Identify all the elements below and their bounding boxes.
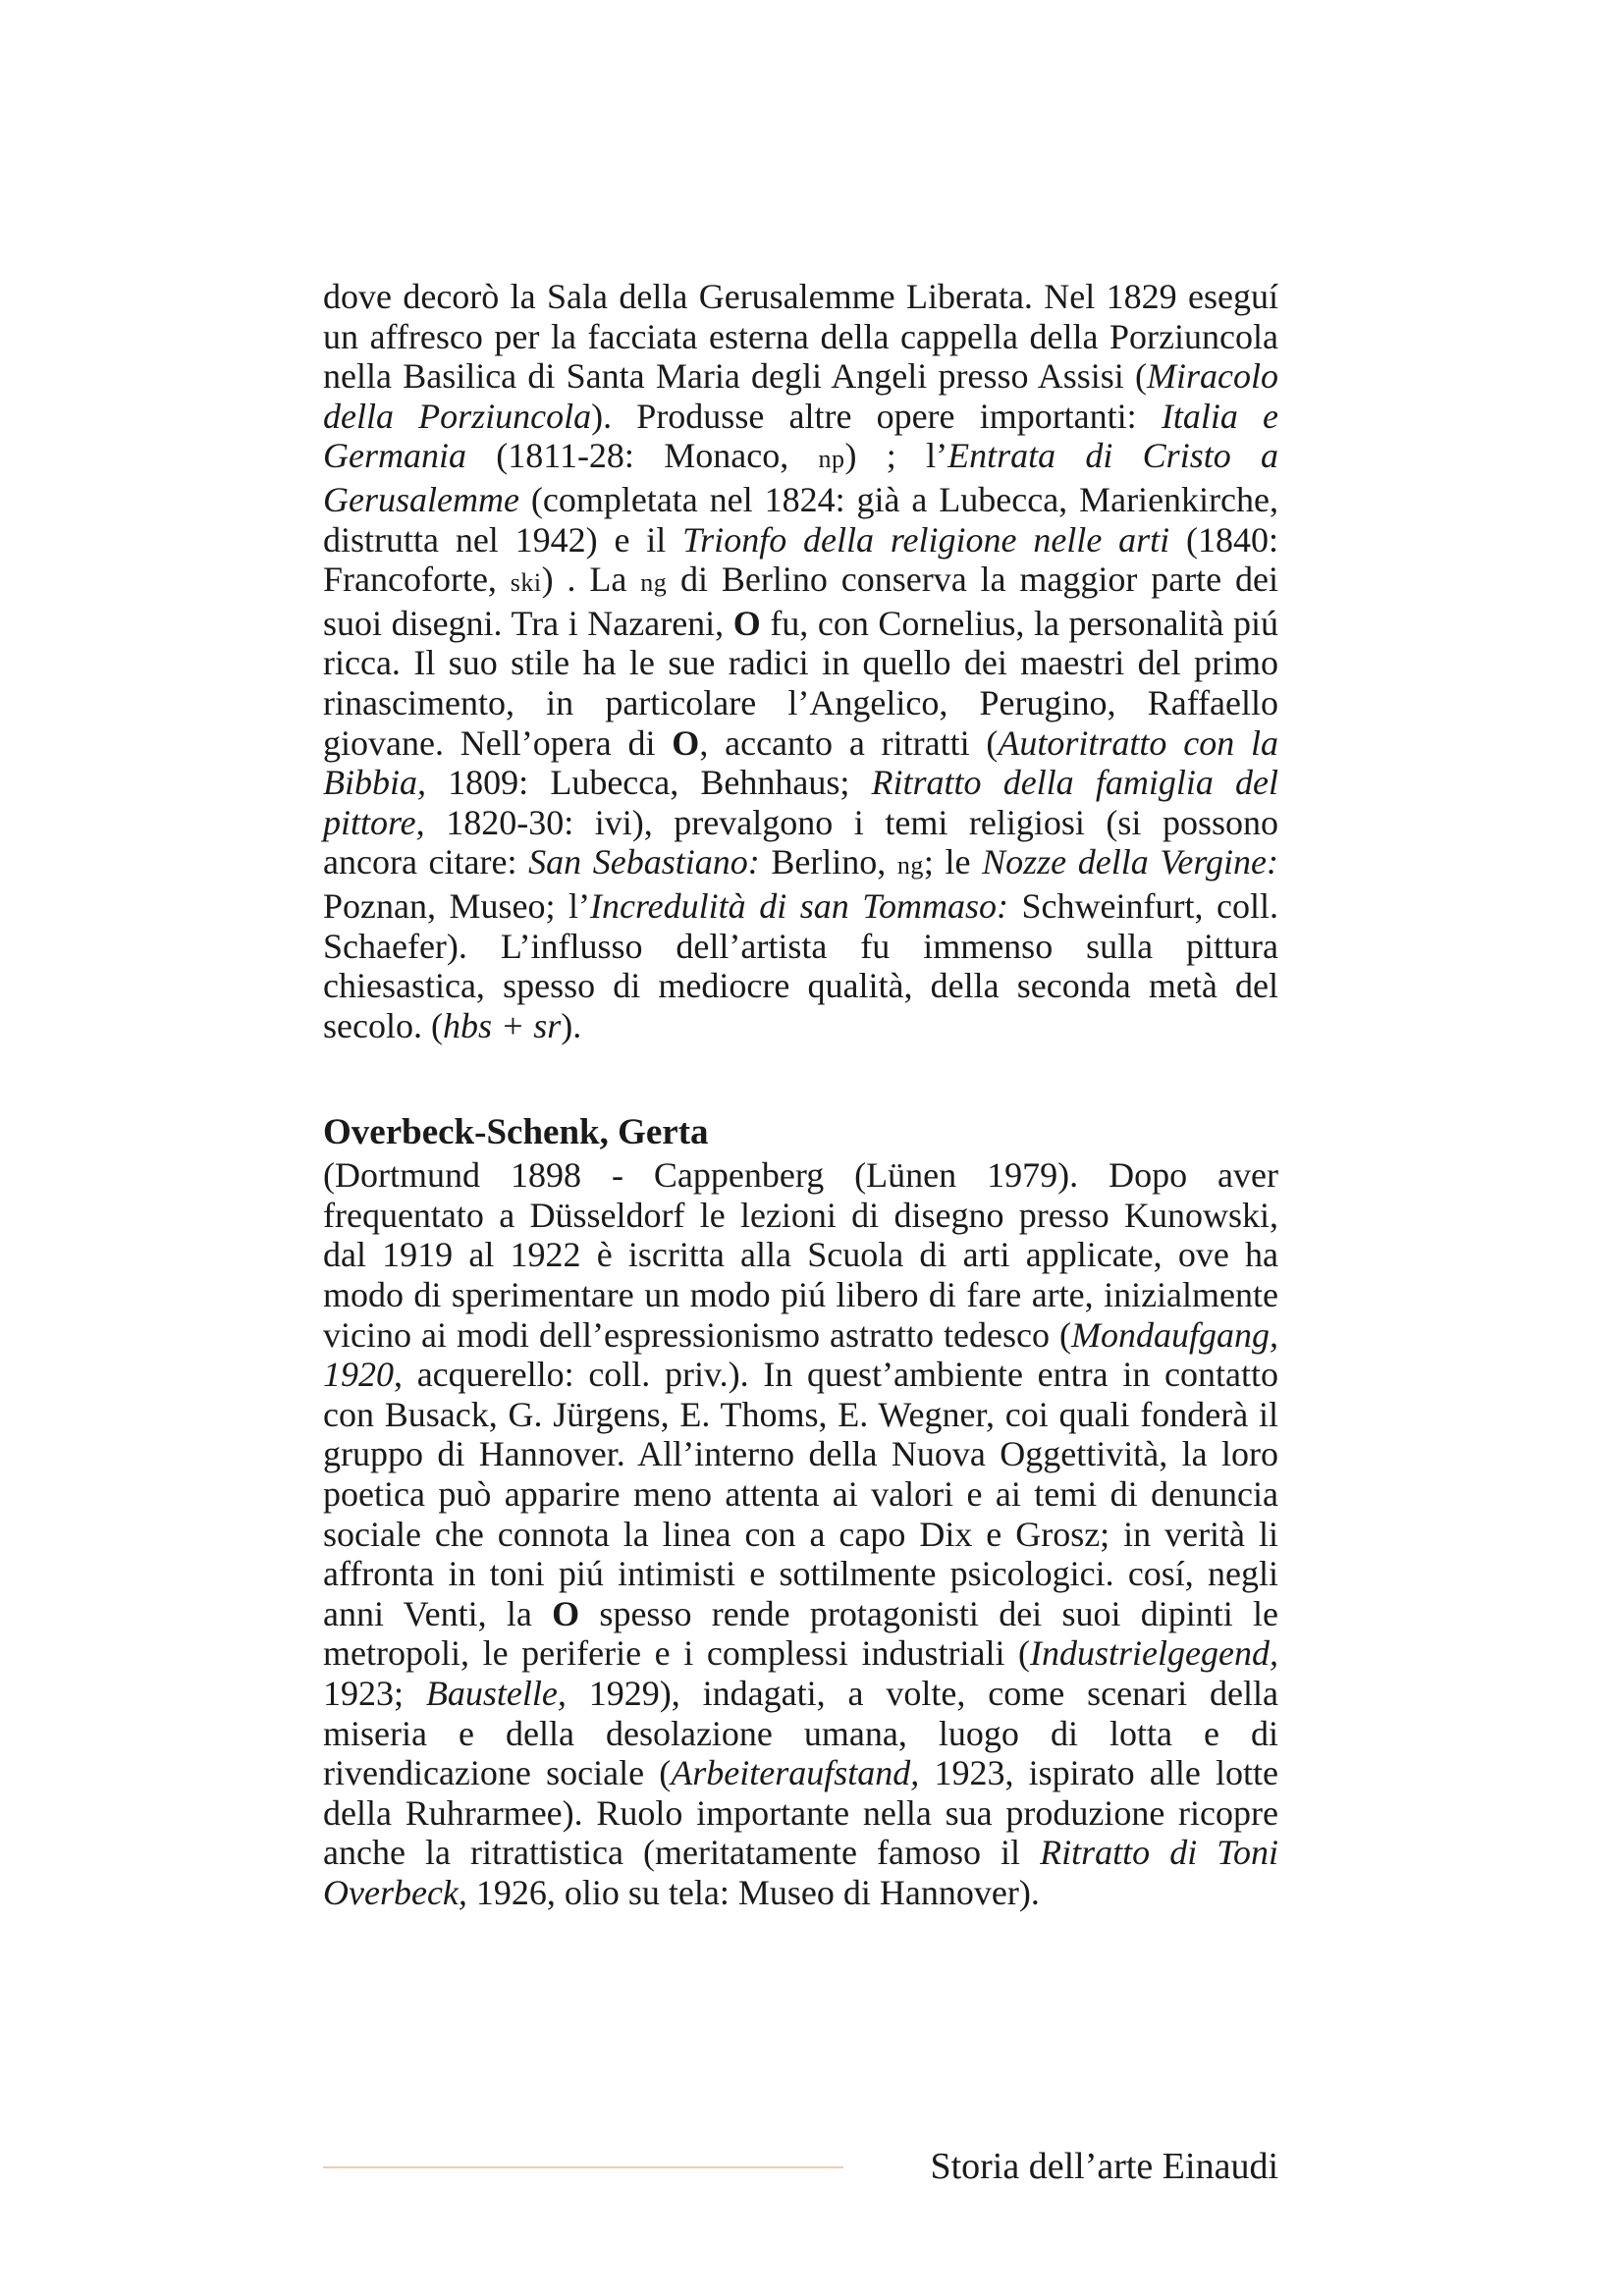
text-run: (completata nel 1824: già a Lubecca, Marienkirche, distrutta nel 1942) e il [323, 479, 1278, 560]
italic-run: Baustelle, [425, 1674, 567, 1713]
italic-run: San Sebastiano: [528, 842, 760, 882]
small-caps-run: ng [896, 851, 924, 881]
text-run: 1923, ispirato alle lotte della Ruhrarmee). Ruolo importante nella sua produzione ricopre anche la ritrattistica (meritatamente famoso il [323, 1753, 1278, 1873]
italic-run: Entrata di Cristo a Gerusalemme [323, 436, 1279, 519]
text-run: , accanto a ritratti ( [699, 722, 999, 763]
italic-run: hbs + sr [442, 1005, 562, 1045]
text-run: (1840: Francoforte, [323, 519, 1278, 600]
text-run: (Dortmund 1898 - Cappenberg (Lünen 1979). Dopo aver frequentato a Düsseldorf le lezioni di disegno presso Kunowski, dal 1919 al 1922 è iscritta alla Scuola di arti applicate, ove ha modo di sperimentare un modo piú libero di fare arte, inizialmente vicino ai modi dell’espressionismo astratto tedesco ( [323, 1155, 1278, 1355]
bold-run: O [552, 1593, 580, 1633]
bold-run: O [732, 603, 761, 643]
text-run: ) ; l’ [844, 436, 948, 476]
footer-publication-title: Storia dell’arte Einaudi [930, 2146, 1278, 2187]
entry-continuation-text [323, 277, 1278, 1045]
page-content [323, 277, 1278, 1913]
footer-rule [323, 2166, 843, 2168]
entry-body [323, 1155, 1278, 1912]
italic-run: Nozze della Vergine: [982, 842, 1278, 882]
entry-heading: Overbeck-Schenk, Gerta [323, 1112, 709, 1153]
text-run: ; le [923, 842, 983, 882]
text-run: spesso rende protagonisti dei suoi dipinti le metropoli, le periferie e i complessi industriali ( [323, 1593, 1278, 1674]
entry-body-text [323, 1155, 1278, 1912]
small-caps-run: ng [640, 568, 668, 598]
page-footer [323, 2143, 1278, 2190]
italic-run: Ritratto di Toni Overbeck, [323, 1833, 1278, 1912]
text-run: 1809: Lubecca, Behnhaus; [426, 763, 872, 803]
italic-run: Miracolo della Porziuncola [323, 356, 1278, 436]
text-run: Poznan, Museo; l’ [323, 885, 591, 926]
text-run: ). Produsse altre opere importanti: [591, 396, 1162, 436]
small-caps-run: np [818, 445, 845, 474]
entry-continuation [323, 277, 1278, 1045]
text-run: 1923; [323, 1674, 426, 1713]
text-run: ). [561, 1005, 582, 1045]
italic-run: Industrielgegend, [1030, 1633, 1278, 1674]
text-run: Schweinfurt, coll. Schaefer). L’influsso dell’artista fu immenso sulla pittura chiesastica, spesso di mediocre qualità, della seconda metà del secolo. ( [323, 885, 1278, 1045]
italic-run: Arbeiteraufstand, [671, 1753, 920, 1793]
text-run: 1929), indagati, a volte, come scenari della miseria e della desolazione umana, luogo di lotta e di rivendicazione sociale ( [323, 1674, 1278, 1793]
text-run: fu, con Cornelius, la personalità piú ricca. Il suo stile ha le sue radici in quello dei maestri del primo rinascimento, in particolare l’Angelico, Perugino, Raffaello giovane. Nell’opera di [323, 603, 1278, 763]
text-run: ) . La [541, 560, 641, 600]
small-caps-run: ski [510, 568, 542, 598]
text-run: 1820-30: ivi), prevalgono i temi religiosi (si possono ancora citare: [323, 802, 1278, 882]
text-run: , acquerello: coll. priv.). In quest’ambiente entra in contatto con Busack, G. Jürgens, E. Thoms, E. Wegner, coi quali fonderà il gruppo di Hannover. All’interno della Nuova Oggettività, la loro poetica può apparire meno attenta ai valori e ai temi di denuncia sociale che connota la linea con a capo Dix e Grosz; in verità li affronta in toni piú intimisti e sottilmente psicologici. cosí, negli anni Venti, la [323, 1355, 1278, 1633]
italic-run: Trionfo della religione nelle arti [682, 519, 1170, 560]
italic-run: Mondaufgang, 1920 [323, 1314, 1278, 1395]
text-run: (1811-28: Monaco, [466, 436, 819, 476]
italic-run: Ritratto della famiglia del pittore, [323, 763, 1278, 842]
italic-run: Incredulità di san Tommaso: [590, 885, 1008, 926]
text-run: di Berlino conserva la maggior parte dei suoi disegni. Tra i Nazareni, [323, 560, 1278, 643]
text-run: 1926, olio su tela: Museo di Hannover). [466, 1872, 1040, 1912]
text-run: Berlino, [759, 842, 897, 882]
text-run: dove decorò la Sala della Gerusalemme Liberata. Nel 1829 eseguí un affresco per la facciata esterna della cappella della Porziuncola nella Basilica di Santa Maria degli Angeli presso Assisi ( [323, 277, 1278, 397]
italic-run: Italia e Germania [323, 396, 1278, 476]
italic-run: Autoritratto con la Bibbia, [323, 722, 1279, 803]
bold-run: O [672, 722, 700, 763]
